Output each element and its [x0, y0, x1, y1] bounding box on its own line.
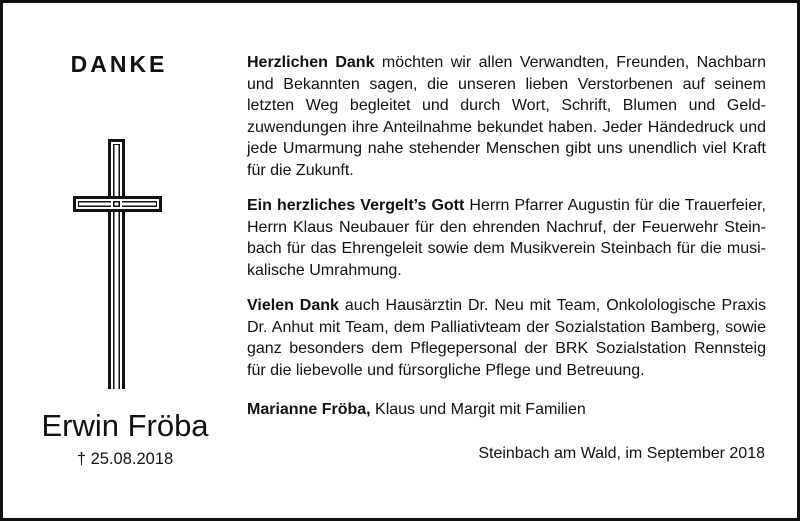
paragraph-lead: Herzlichen Dank — [247, 54, 375, 71]
signature — [247, 399, 766, 421]
paragraph-lead: Ein herzliches Vergelt’s Gott — [247, 197, 465, 214]
page-title: DANKE — [70, 51, 168, 77]
paragraph-body: auch Hausärztin Dr. Neu mit Team, Onkolologische Praxis Dr. Anhut mit Team, dem Palliativteam der Sozialstation Bamberg, sowie ganz besonders dem Pflegepersonal der BRK Sozialstation Rennsteig für die liebevolle und fürsorgliche Pflege und Betreuung. — [247, 297, 766, 379]
death-date: † 25.08.2018 — [76, 450, 174, 468]
cross-icon — [73, 139, 163, 389]
signature-text: Klaus und Margit mit Familien — [370, 401, 586, 418]
signature-lead: Marianne Fröba, — [247, 401, 371, 418]
paragraph-body: möchten wir allen Verwandten, Freunden, Nachbarn und Bekannten sagen, die unseren lieben Verstorbenen auf seinem letzten Weg begleitet und durch Wort, Schrift, Blumen und Geld-zuwendungen ihre Anteilnahme bekundet haben. Jeder Händedruck und jede Umarmung nahe stehender Menschen gibt uns unendlich viel Kraft für die Zukunft. — [247, 54, 767, 179]
paragraph-body: Herrn Pfarrer Augustin für die Trauerfeier, Herrn Klaus Neubauer für den ehrenden Nachruf, der Feuerwehr Stein-bach für das Ehrengeleit sowie dem Musikverein Steinbach für die musi-kalische Umrahmung. — [247, 197, 766, 279]
paragraph-vielen-dank — [247, 295, 766, 381]
paragraph-thanks — [247, 52, 766, 181]
thanks-text — [247, 52, 766, 435]
left-column — [3, 3, 235, 518]
place-date: Steinbach am Wald, im September 2018 — [478, 445, 765, 462]
paragraph-vergelts-gott — [247, 195, 766, 281]
paragraph-lead: Vielen Dank — [247, 297, 339, 314]
deceased-name: Erwin Fröba — [41, 408, 209, 443]
